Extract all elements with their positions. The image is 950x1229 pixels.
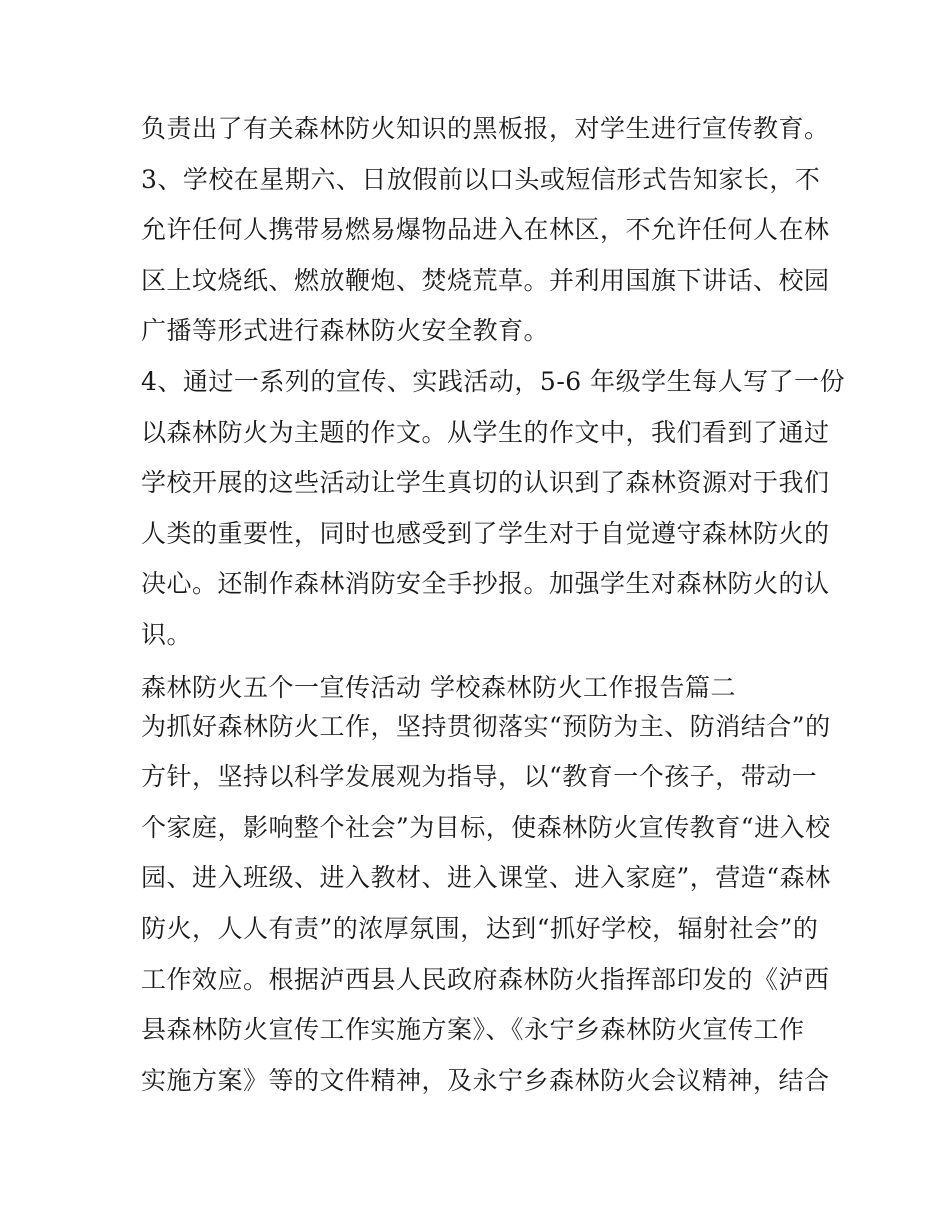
text-line: 允许任何人携带易燃易爆物品进入在林区，不允许任何人在林	[141, 215, 830, 245]
text-line: 识。	[141, 619, 193, 649]
text-line: 4、通过一系列的宣传、实践活动，5-6 年级学生每人写了一份	[141, 366, 846, 396]
text-line: 工作效应。根据泸西县人民政府森林防火指挥部印发的《泸西	[141, 964, 830, 994]
text-line: 区上坟烧纸、燃放鞭炮、焚烧荒草。并利用国旗下讲话、校园	[141, 265, 830, 295]
document-body	[141, 104, 846, 1106]
text-line: 以森林防火为主题的作文。从学生的作文中，我们看到了通过	[141, 417, 830, 447]
text-line: 人类的重要性，同时也感受到了学生对于自觉遵守森林防火的	[141, 518, 830, 548]
text-line: 决心。还制作森林消防安全手抄报。加强学生对森林防火的认	[141, 569, 830, 599]
text-line: 学校开展的这些活动让学生真切的认识到了森林资源对于我们	[141, 468, 830, 498]
text-line: 防火，人人有责”的浓厚氛围，达到“抓好学校，辐射社会”的	[141, 913, 819, 943]
text-line: 3、学校在星期六、日放假前以口头或短信形式告知家长，不	[141, 164, 821, 194]
section-heading: 森林防火五个一宣传活动 学校森林防火工作报告篇二	[141, 672, 736, 702]
text-line: 园、进入班级、进入教材、进入课堂、进入家庭”，营造“森林	[141, 863, 831, 893]
text-line: 方针，坚持以科学发展观为指导，以“教育一个孩子，带动一	[141, 762, 818, 792]
text-line: 为抓好森林防火工作，坚持贯彻落实“预防为主、防消结合”的	[141, 711, 831, 741]
text-line: 广播等形式进行森林防火安全教育。	[141, 316, 550, 346]
text-line: 实施方案》等的文件精神，及永宁乡森林防火会议精神，结合	[141, 1065, 830, 1095]
text-line: 负责出了有关森林防火知识的黑板报，对学生进行宣传教育。	[141, 114, 830, 143]
text-line: 个家庭，影响整个社会”为目标，使森林防火宣传教育“进入校	[141, 812, 831, 842]
text-line: 县森林防火宣传工作实施方案》、《永宁乡森林防火宣传工作	[141, 1015, 805, 1045]
